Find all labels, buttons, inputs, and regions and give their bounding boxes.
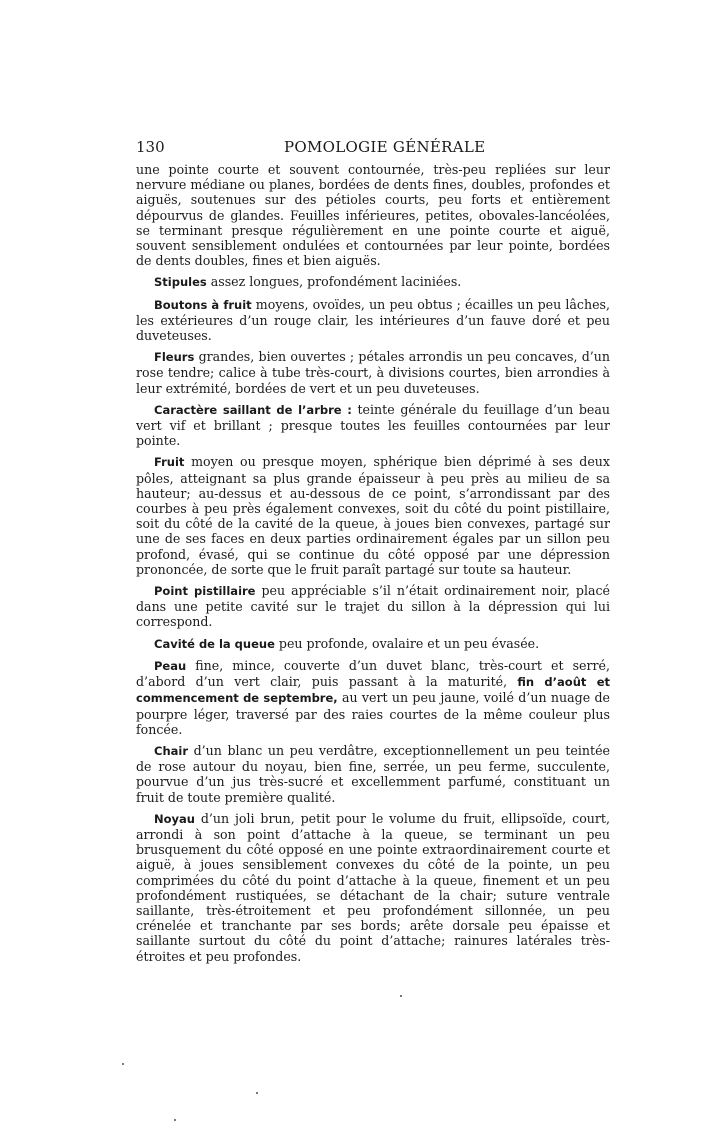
paragraph-term: Fruit xyxy=(154,455,185,470)
scan-speck xyxy=(122,1063,124,1065)
page-header xyxy=(136,138,610,162)
paragraph-term: Point pistillaire xyxy=(154,584,256,599)
running-title: POMOLOGIE GÉNÉRALE xyxy=(284,138,486,156)
paragraph-boutons xyxy=(136,297,610,344)
body-text xyxy=(136,162,610,964)
paragraph-text: moyen ou presque moyen, sphérique bien déprimé à ses deux pôles, atteignant sa plus grande épaisseur à peu près au milieu de sa hauteur; au-dessus et au-dessous de ce point, s’arrondissant par des courbes à peu près également convexes, soit du côté du point pistillaire, soit du côté de la cavité de la queue, à joues bien convexes, partagé sur une de ses faces en deux parties ordinairement égales par un sillon peu profond, évasé, qui se continue du côté opposé par une dépression prononcée, de sorte que le fruit paraît partagé sur toute sa hauteur. xyxy=(136,454,610,577)
paragraph-text: assez longues, profondément laciniées. xyxy=(206,274,462,290)
paragraph-text: moyens, ovoïdes, un peu obtus ; écailles un peu lâches, les extérieures d’un rouge clair, les intérieures d’un fauve doré et peu duveteuses. xyxy=(136,296,610,344)
document-page xyxy=(136,138,610,970)
paragraph-text: d’un joli brun, petit pour le volume du fruit, ellipsoïde, court, arrondi à son point d’attache à la queue, se terminant un peu brusquement du côté opposé en une pointe extraordinairement courte et aiguë, à joues sensiblement convexes du côté de la pointe, un peu comprimées du côté du point d’attache à la queue, finement et un peu profondément rustiquées, se détachant de la chair; suture ventrale saillante, très-étroitement et peu profondément sillonnée, un peu crénelée et tranchante par ses bords; arête dorsale peu épaisse et saillante surtout du côté du point d’attache; rainures latérales très-étroites et peu profondes. xyxy=(136,810,610,964)
paragraph-term: Peau xyxy=(154,658,187,673)
scan-speck xyxy=(400,995,402,997)
paragraph-chair xyxy=(136,743,610,805)
scan-speck xyxy=(174,1119,176,1121)
paragraph-cavite xyxy=(136,636,610,652)
paragraph-term: Cavité de la queue xyxy=(154,636,275,651)
paragraph-text: d’un blanc un peu verdâtre, exceptionnellement un peu teintée de rose autour du noyau, bien fine, serrée, un peu ferme, succulente, pourvue d’un jus très-sucré et excellemment parfumé, constituant un fruit de toute première qualité. xyxy=(136,742,610,805)
paragraph-term: Noyau xyxy=(154,811,195,826)
paragraph-noyau xyxy=(136,811,610,964)
paragraph-term: Caractère saillant de l’arbre : xyxy=(154,402,352,417)
paragraph-continuation xyxy=(136,162,610,268)
paragraph-stipules xyxy=(136,274,610,290)
paragraph-text: teinte générale du feuillage d’un beau vert vif et brillant ; presque toutes les feuilles contournées par leur pointe. xyxy=(136,401,610,449)
paragraph-point-pistillaire xyxy=(136,583,610,630)
paragraph-peau xyxy=(136,658,610,737)
paragraph-text: peu appréciable s’il n’était ordinairement noir, placé dans une petite cavité sur le trajet du sillon à la dépression qui lui correspond. xyxy=(136,583,610,630)
paragraph-fruit xyxy=(136,454,610,577)
paragraph-text: peu profonde, ovalaire et un peu évasée. xyxy=(274,635,540,651)
paragraph-fleurs xyxy=(136,349,610,396)
scan-speck xyxy=(256,1092,258,1094)
paragraph-term: Chair xyxy=(154,743,189,758)
paragraph-text: grandes, bien ouvertes ; pétales arrondis un peu concaves, d’un rose tendre; calice à tube très-court, à divisions courtes, bien arrondies à leur extrémité, bordées de vert et un peu duveteuses. xyxy=(136,349,610,396)
paragraph-term: Boutons à fruit xyxy=(154,297,252,312)
paragraph-inline-bold: fin d’août et commencement de septembre, xyxy=(136,675,610,706)
paragraph-term: Stipules xyxy=(154,275,207,290)
paragraph-text: une pointe courte et souvent contournée, très-peu repliées sur leur nervure médiane ou planes, bordées de dents fines, doubles, profondes et aiguës, soutenues sur des pétioles courts, peu forts et entièrement dépourvus de glandes. Feuilles inférieures, petites, obovales-lancéolées, se terminant presque régulièrement en une pointe courte et aiguë, souvent sensiblement ondulées et contournées par leur pointe, bordées de dents doubles, fines et bien aiguës. xyxy=(136,162,610,269)
paragraph-caractere xyxy=(136,402,610,449)
paragraph-term: Fleurs xyxy=(154,350,195,365)
page-number: 130 xyxy=(136,138,165,156)
paragraph-text: fine, mince, couverte d’un duvet blanc, très-court et serré, d’abord d’un vert clair, puis passant à la maturité, xyxy=(136,657,610,690)
paragraph-text-after: au vert un peu jaune, voilé d’un nuage de pourpre léger, traversé par des raies courtes de la même couleur plus foncée. xyxy=(136,690,610,737)
